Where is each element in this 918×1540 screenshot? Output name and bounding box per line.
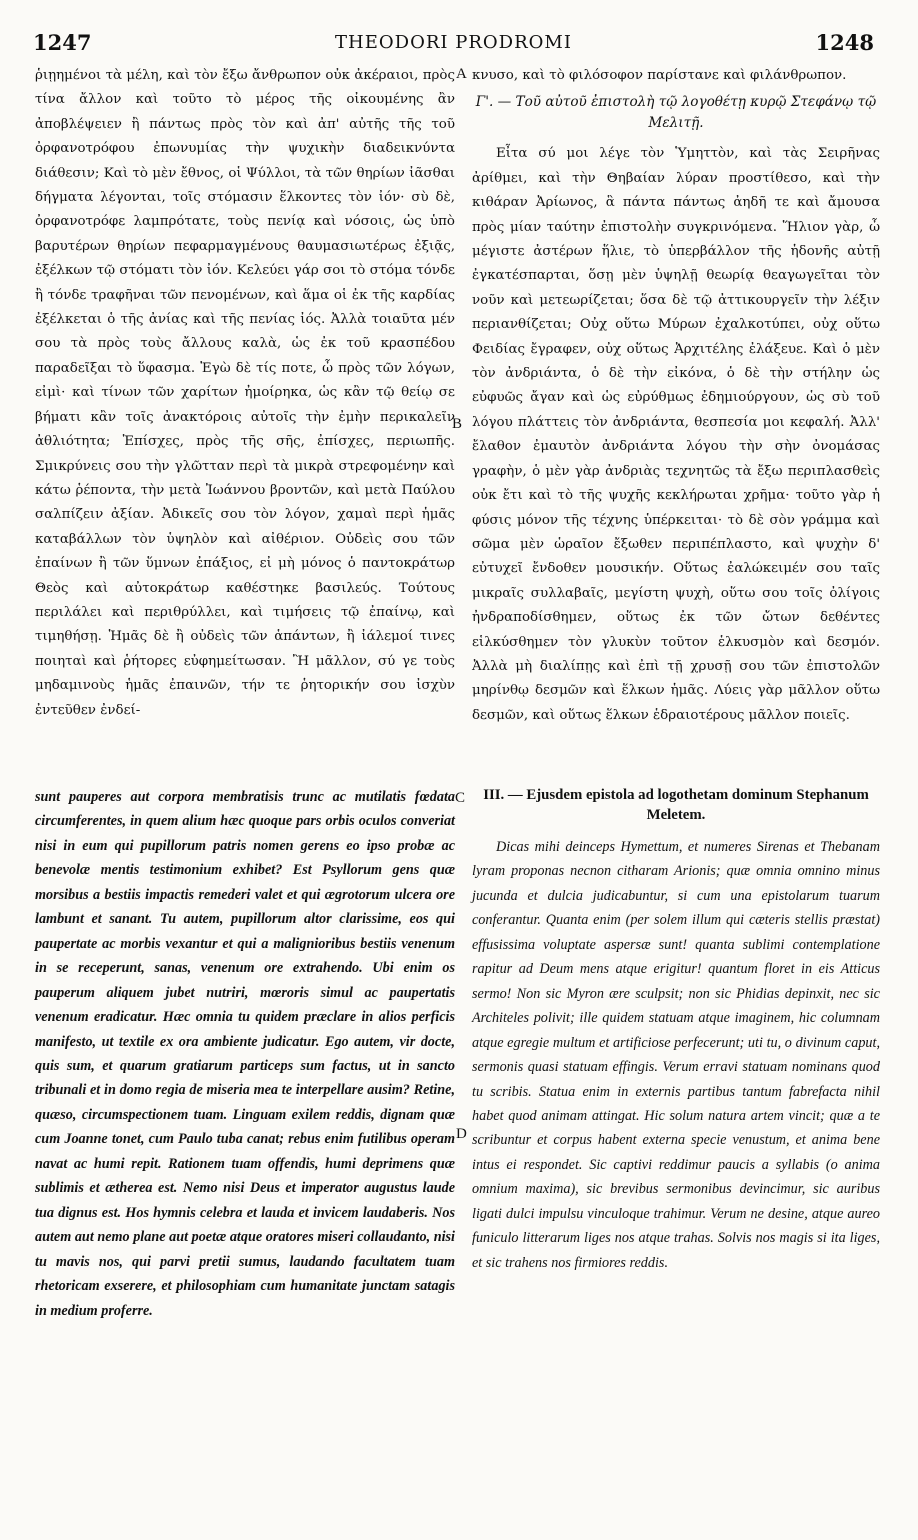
latin-text-left-column xyxy=(35,785,455,1323)
page-number-right: 1248 xyxy=(815,30,874,55)
margin-marker-a: A xyxy=(456,66,467,82)
greek-section-heading: Γ'. — Τοῦ αὐτοῦ ἐπιστολὴ τῷ λογοθέτῃ κυρῷ Στεφάνῳ τῷ Μελιτῇ. xyxy=(475,94,877,132)
latin-paragraph-right: Dicas mihi deinceps Hymettum, et numeres Sirenas et Thebanam lyram proponas necnon citharam Arionis; quæ omnia omnino minus jucunda et dulcia judicabuntur, si cum una epistolarum tuarum conferantur. Quanta enim (per solem illum qui cæteris stellis præstat) effusissima voluptate aspersæ sunt! quanta sublimi contemplatione rapitur ad Deum mens atque erigitur! quantum floret in eis Atticus sermo! Non sic Myron ære sculpsit; non sic Phidias depinxit, nec sic Architeles polivit; ille quidem statuam atque imaginem, hic columnam atque egregie multum et artificiose perfecerunt; uti tu, o divinum caput, sermonis quasi statuam effingis. Verum erravi statuam nominans quod tu scribis. Statua enim in externis partibus tantum fabrefacta nihil habet quod animam attingat. Hic solum natura artem vincit; quæ a te scribuntur et corpus habent externa specie venustum, et anima bene intus ei respondet. Sic captivi reddimur paucis a syllabis (o anima omnium maxima), sic brevibus sermonibus devincimur, sic auribus ligati dulci impulsu vinculoque trahimur. Verum ne desine, atque aureo funiculo litterarum liges nos atque trahas. Solvis nos magis si ita liges, et sic trahens nos firmiores reddis. xyxy=(472,839,880,1271)
page-header xyxy=(33,30,874,60)
greek-text-right-column xyxy=(472,64,880,728)
margin-marker-c: C xyxy=(455,790,466,806)
greek-paragraph-right-intro: κνυσο, καὶ τὸ φιλόσοφον παρίστανε καὶ φιλάνθρωπον. xyxy=(472,68,847,83)
latin-section-heading: III. — Ejusdem epistola ad logothetam dominum Stephanum Meletem. xyxy=(483,787,869,823)
latin-text-right-column xyxy=(472,785,880,1275)
greek-paragraph-right-body: Εἶτα σύ μοι λέγε τὸν Ὑμηττὸν, καὶ τὰς Σειρῆνας ἀρίθμει, καὶ τὴν Θηβαίαν λύραν προστίθεσο, καὶ τὴν κιθάραν Ἀρίωνος, ἃ πάντα πάντως ἀηδῆ τε καὶ ἄμουσα πρὸς μίαν ταύτην ἐπιστολὴν συγκρινόμενα. Ἥλιον γὰρ, ὦ μέγιστε ἀστέρων ἥλιε, τὸ ὑπερβάλλον τῆς ἡδονῆς αὐτῇ ἐγκατέσπαρται, ὅσῃ μὲν ὑψηλῇ θεωρίᾳ θεαγωγεῖται τὸν νοῦν καὶ μετεωρίζεται; ὅσα δὲ τῷ ἀττικουργεῖν τὴν λέξιν περιανθίζεται; Οὐχ οὕτω Μύρων ἐχαλκοτύπει, οὐχ οὕτω Φειδίας ἔγραφεν, οὐχ οὕτως Ἀρχιτέλης ἐλάξευε. Καὶ ὁ μὲν τὸν ἀνδριάντα, ὁ δὲ τὴν εἰκόνα, ὁ δὲ τὴν στήλην ὡς εὐφυῶς ἄγαν καὶ ὡς εὐρύθμως ἐδημιούργουν, ὡς σὺ τοῦ λόγου πλάττεις τὸν ἀνδριάντα, θεσπεσία μοι κεφαλή. Ἀλλ' ἔλαθον ἐμαυτὸν ἀνδριάντα λόγου τὴν σὴν ὀνομάσας γραφὴν, ὁ μὲν γὰρ ἀνδριὰς τεχνητῶς τὰ ἔξω περιπλασθεὶς οὐκ ἔτι καὶ τὸ τῆς ψυχῆς κεκλήρωται χρῆμα· τοῦτο γὰρ ἡ φύσις μόνον τῆς τέχνης ὑπέρκειται· τὸ δὲ σὸν γράμμα καὶ σῶμα μὲν ὡραῖον ἔξωθεν περιπέπλαστο, καὶ ψυχὴν δ' εὐτυχεῖ ἔνδοθεν μουσικήν. Οὕτως ἐαλώκειμέν σου ταῖς μικραῖς συλλαβαῖς, μεγίστη ψυχὴ, οὕτω σου τοῖς ὀλίγοις ἠνδραποδίσθημεν, οὕτως ἐκ τῶν ὤτων δεθέντες εἱλκύσθημεν τὸν γλυκὺν τοῦτον ἑλκυσμὸν καὶ δεσμόν. Ἀλλὰ μὴ διαλίπῃς καὶ ἐπὶ τῇ χρυσῇ σου τῶν ἐπιστολῶν μηρίνθῳ δεσμῶν καὶ ἕλκων ἡμᾶς. Λύεις γὰρ μᾶλλον οὕτω δεσμῶν, καὶ οὕτως ἕλκων ἑδραιοτέρους μᾶλλον ποιεῖς. xyxy=(472,146,880,723)
greek-text-left-column xyxy=(35,64,455,723)
running-title: THEODORI PRODROMI xyxy=(335,32,572,53)
margin-marker-d: D xyxy=(456,1126,467,1142)
latin-paragraph-left: sunt pauperes aut corpora membratisis trunc ac mutilatis fœdata circumferentes, in quem alium hæc quoque pars orbis oculos converiat nisi in eum qui pupillorum patris nomen gerens eo ipso probæ ac benevolæ mentis testimonium exhibet? Est Psyllorum gens quæ morsibus a bestiis impactis remederi valet et qui ægrotorum ulcera ore lambunt et sanant. Tu autem, pupillorum altor clarissime, eos qui paupertate ac morbis vexantur et qui a malignioribus bestiis venenum in se receperunt, sanas, venenum ore extrahendo. Ubi enim os pauperum aliquem jubet nutriri, mœroris simul ac paupertatis venenum eradicatur. Hæc omnia tu quidem præclare in alios perficis manifesto, ut textile ex ora ambiente judicatur. Ego autem, vir docte, quis sum, et quarum gratiarum particeps sum factus, ut in sancto tribunali et in domo regia de miseria mea te interpellare ausim? Retine, quæso, circumspectionem tuam. Linguam exilem reddis, dignam quæ cum Joanne tonet, cum Paulo tuba canat; rebus enim futilibus operam navat ac humi repit. Rationem tuam offendis, humi deprimens quæ sublimis et ætherea est. Nemo nisi Deus et imperator augustus laude tua dignus est. Hos hymnis celebra et lauda et invicem laudaberis. Nos autem aut nemo plane aut poetæ atque oratores miseri collaudanto, nisi tu mavis nos, qui parvi pretii sumus, laudando facultatem tuam rhetoricam exserere, et philosophiam cum humanitate junctam satagis in medium proferre. xyxy=(35,789,455,1319)
margin-marker-b: B xyxy=(452,416,463,432)
page-number-left: 1247 xyxy=(33,30,92,55)
greek-paragraph-left: ῥιῃημένοι τὰ μέλη, καὶ τὸν ἔξω ἄνθρωπον οὐκ ἀκέραιοι, πρὸς τίνα ἄλλον καὶ τοῦτο τὸ μέρος τῆς οἰκουμένης ἂν ἀποβλέψειεν ἢ πάντως πρὸς τὸν καὶ ἀπ' αὐτῆς τῆς τοῦ ὀρφανοτρόφου ἐπωνυμίας τὴν ψυχικὴν διαδεικνύντα διάθεσιν; Καὶ τὸ μὲν ἔθνος, οἱ Ψύλλοι, τὰ τῶν θηρίων ἰᾶσθαι δήγματα λέγονται, τοῖς στόμασιν ἕλκοντες τὸν ἰόν· σὺ δὲ, ὀρφανοτρόφε λαμπρότατε, τοὺς πενίᾳ καὶ νόσοις, ὡς ὑπὸ βαρυτέρων θηρίων πεφαρμαγμένους θαυμασιωτέρως ἐξιᾷς, ἐξέλκων τῷ στόματι τὸν ἰόν. Κελεύει γάρ σοι τὸ στόμα τόνδε ἢ τόνδε τραφῆναι τῶν πενομένων, καὶ ἅμα οἱ ἐκ τῆς καρδίας ἐξέλκεται ὁ τῆς ἀνίας καὶ τῆς πενίας ἰός. Ἀλλὰ τοιαῦτα μέν σου τὰ πρὸς τοὺς ἄλλους καλὰ, ὡς ἐκ τοῦ κρασπέδου παραδεῖξαι τὸ ὕφασμα. Ἐγὼ δὲ τίς ποτε, ὦ πρὸς τῶν λόγων, εἰμὶ· καὶ τίνων τῶν χαρίτων ἠμοίρηκα, ὡς κἂν τῷ θείῳ σε βήματι κἂν τοῖς ἀνακτόροις αὐτοῖς τὴν ἐμὴν περικαλεῖν ἀθλιότητα; Ἐπίσχες, πρὸς τῆς σῆς, ἐπίσχες, περιωπῆς. Σμικρύνεις σου τὴν γλῶτταν περὶ τὰ μικρὰ στρεφομένην καὶ κάτω ῥέποντα, τὴν μετὰ Ἰωάννου βροντῶν, καὶ μετὰ Παύλου σαλπίζειν ἀξίαν. Ἀδικεῖς σου τὸν λόγον, χαμαὶ περὶ ἡμᾶς καταβάλλων τὸν ὑψηλὸν καὶ αἰθέριον. Οὐδεὶς σου τῶν ἐπαίνων ἢ τῶν ὕμνων ἐπάξιος, εἰ μὴ μόνος ὁ παντοκράτωρ Θεὸς καὶ αὐτοκράτωρ καθέστηκε βασιλεύς. Τούτους περιλάλει καὶ περιθρύλλει, καὶ τιμήσεις τῷ ἐπαίνῳ, καὶ τιμηθήσῃ. Ἡμᾶς δὲ ἢ οὐδεὶς τῶν ἁπάντων, ἢ ἰάλεμοί τινες ποιηταὶ καὶ ῥήτορες εὐφημείτωσαν. Ἢ μᾶλλον, σύ γε τοὺς μηδαμινοὺς ἡμᾶς ἐπαινῶν, τήν τε ῥητορικήν σου ἰσχὺν ἐντεῦθεν ἐνδεί- xyxy=(35,68,455,718)
